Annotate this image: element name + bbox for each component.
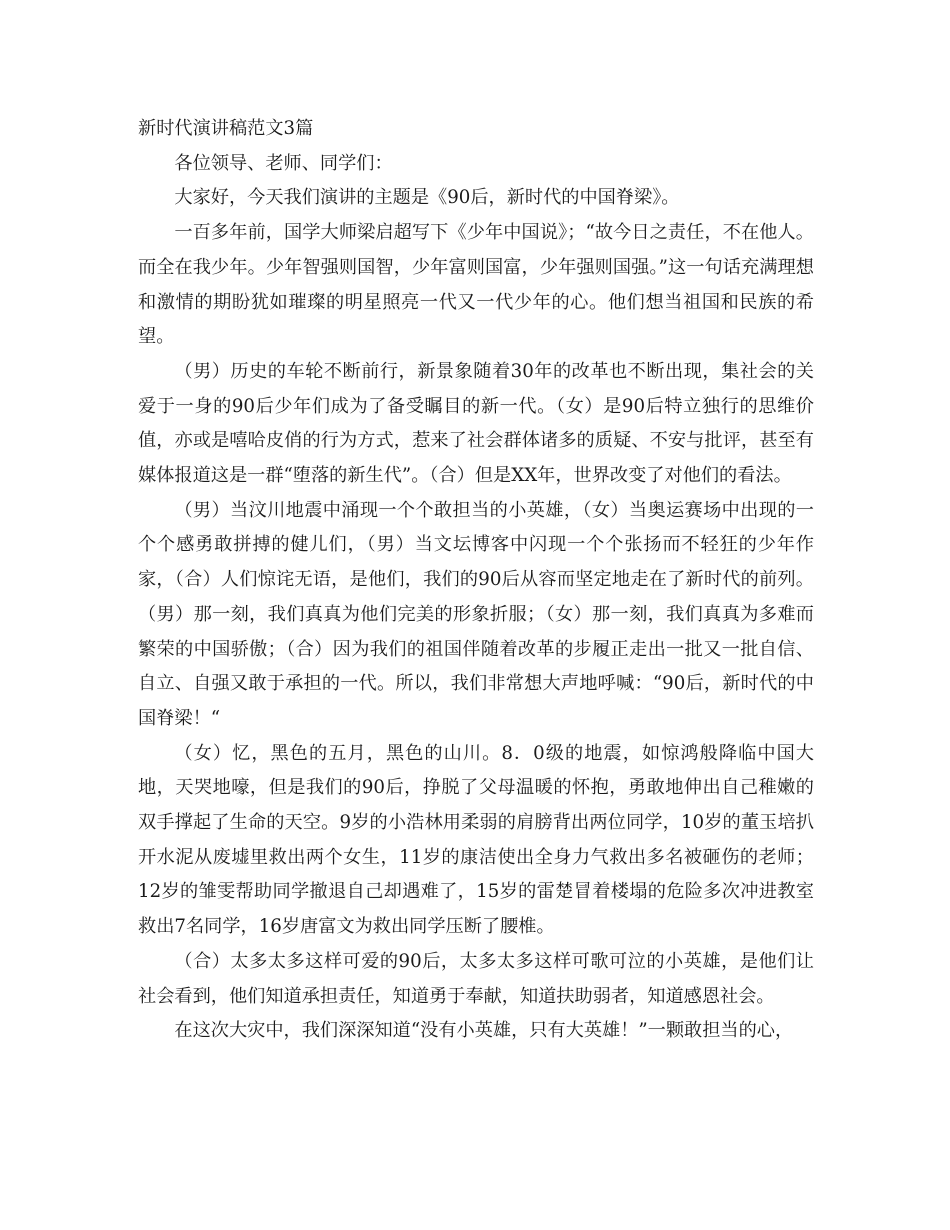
paragraph-little-heroes: （合）太多太多这样可爱的90后，太多太多这样可歌可泣的小英雄，是他们让社会看到，他们知道承担责任，知道勇于奉献，知道扶助弱者，知道感恩社会。 — [138, 950, 814, 1007]
paragraph-heroes-emerge: （男）当汶川地震中涌现一个个敢担当的小英雄，（女）当奥运赛场中出现的一个个感勇敢拼搏的健儿们，（男）当文坛博客中闪现一个个张扬而不轻狂的少年作家，（合）人们惊诧无语，是他们，我们的90后从容而坚定地走在了新时代的前列。（男）那一刻，我们真真为他们完美的形象折服；（女）那一刻，我们真真为多难而繁荣的中国骄傲；（合）因为我们的祖国伴随着改革的步履正走出一批又一批自信、自立、自强又敢于承担的一代。所以，我们非常想大声地呼喊：“90后，新时代的中国脊梁！“ — [138, 499, 814, 729]
paragraph-greeting: 大家好，今天我们演讲的主题是《90后，新时代的中国脊梁》。 — [174, 187, 680, 209]
paragraph-history-wheel: （男）历史的车轮不断前行，新景象随着30年的改革也不断出现，集社会的关爱于一身的90后少年们成为了备受瞩目的新一代。（女）是90后特立独行的思维价值，亦或是嘻哈皮俏的行为方式，惹来了社会群体诸多的质疑、不安与批评，甚至有媒体报道这是一群“堕落的新生代”。（合）但是XX年，世界改变了对他们的看法。 — [138, 360, 814, 487]
paragraph-earthquake: （女）忆，黑色的五月，黑色的山川。8．0级的地震，如惊鸿般降临中国大地，天哭地嚎，但是我们的90后，挣脱了父母温暖的怀抱，勇敢地伸出自己稚嫩的双手撑起了生命的天空。9岁的小浩林用柔弱的肩膀背出两位同学，10岁的董玉培扒开水泥从废墟里救出两个女生，11岁的康洁使出全身力气救出多名被砸伤的老师；12岁的雏雯帮助同学撤退自己却遇难了，15岁的雷楚冒着楼塌的危险多次冲进教室救出7名同学，16岁唐富文为救出同学压断了腰椎。 — [138, 742, 814, 938]
document-title: 新时代演讲稿范文3篇 — [138, 118, 314, 139]
paragraph-salutation: 各位领导、老师、同学们： — [174, 152, 393, 174]
paragraph-great-disaster: 在这次大灾中，我们深深知道“没有小英雄，只有大英雄！”一颗敢担当的心， — [174, 1020, 794, 1042]
document-body — [138, 112, 814, 1049]
paragraph-liang-qichao: 一百多年前，国学大师梁启超写下《少年中国说》；“故今日之责任，不在他人。而全在我少年。少年智强则国智，少年富则国富，少年强则国强。”这一句话充满理想和激情的期盼犹如璀璨的明星照亮一代又一代少年的心。他们想当祖国和民族的希望。 — [138, 222, 814, 348]
